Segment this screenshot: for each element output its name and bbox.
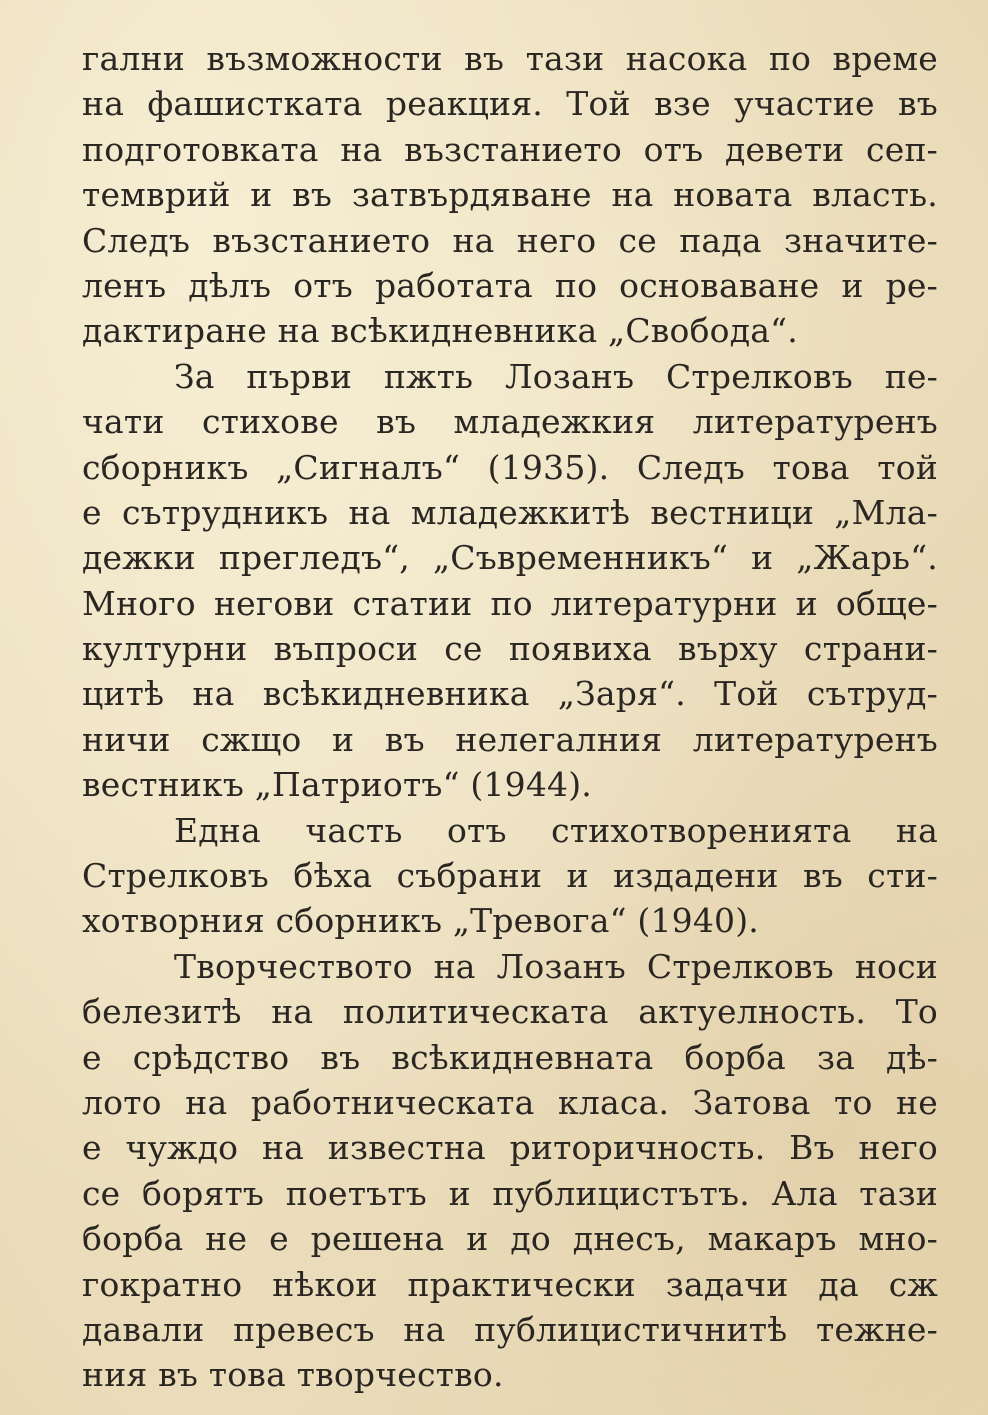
text-line: чати стихове въ младежкия литературенъ xyxy=(82,402,938,442)
text-line: борба не е решена и до днесъ, макаръ мно- xyxy=(82,1219,938,1259)
text-line: е срѣдство въ всѣкидневната борба за дѣ- xyxy=(82,1037,938,1077)
text-line: Следъ възстанието на него се пада значите- xyxy=(82,220,938,260)
text-line: културни въпроси се появиха върху страни- xyxy=(82,629,938,669)
text-line: хотворния сборникъ „Тревога“ (1940). xyxy=(82,901,759,941)
text-line: ничи сжщо и въ нелегалния литературенъ xyxy=(82,719,938,759)
text-line: Една часть отъ стихотворенията на xyxy=(174,810,938,850)
text-line: е сътрудникъ на младежкитѣ вестници „Мла- xyxy=(82,492,938,532)
body-text xyxy=(82,36,938,1398)
text-line: дежки прегледъ“, „Съвременникъ“ и „Жарь“. xyxy=(82,538,938,578)
text-line: белезитѣ на политическата актуелность. То xyxy=(82,992,938,1032)
text-line: гални възможности въ тази насока по време xyxy=(82,39,938,78)
text-line: е чуждо на известна риторичность. Въ него xyxy=(82,1128,938,1168)
text-line: дактиране на всѣкидневника „Свобода“. xyxy=(82,311,798,351)
text-line: гократно нѣкои практически задачи да сж xyxy=(82,1264,938,1304)
text-line: ния въ това творчество. xyxy=(82,1355,504,1395)
text-line: темврий и въ затвърдяване на новата власть. xyxy=(82,175,938,215)
text-line: За първи пжть Лозанъ Стрелковъ пе- xyxy=(174,356,938,396)
text-line: подготовката на възстанието отъ девети сеп- xyxy=(82,129,938,169)
text-line: сборникъ „Сигналъ“ (1935). Следъ това той xyxy=(82,447,938,487)
text-line: давали превесъ на публицистичнитѣ тежне- xyxy=(82,1309,938,1349)
text-line: лото на работническата класа. Затова то не xyxy=(82,1082,938,1122)
text-line: цитѣ на всѣкидневника „Заря“. Той сътруд- xyxy=(82,674,938,714)
text-line: вестникъ „Патриотъ“ (1944). xyxy=(82,765,592,805)
text-line: Творчеството на Лозанъ Стрелковъ носи xyxy=(174,946,938,986)
text-line: на фашистката реакция. Той взе участие въ xyxy=(82,84,938,124)
text-line: ленъ дѣлъ отъ работата по основаване и ре- xyxy=(82,265,938,305)
text-line: Много негови статии по литературни и обще- xyxy=(82,583,938,623)
text-line: се борятъ поетътъ и публицистътъ. Ала тази xyxy=(82,1173,938,1213)
text-line: Стрелковъ бѣха събрани и издадени въ сти- xyxy=(82,856,938,896)
